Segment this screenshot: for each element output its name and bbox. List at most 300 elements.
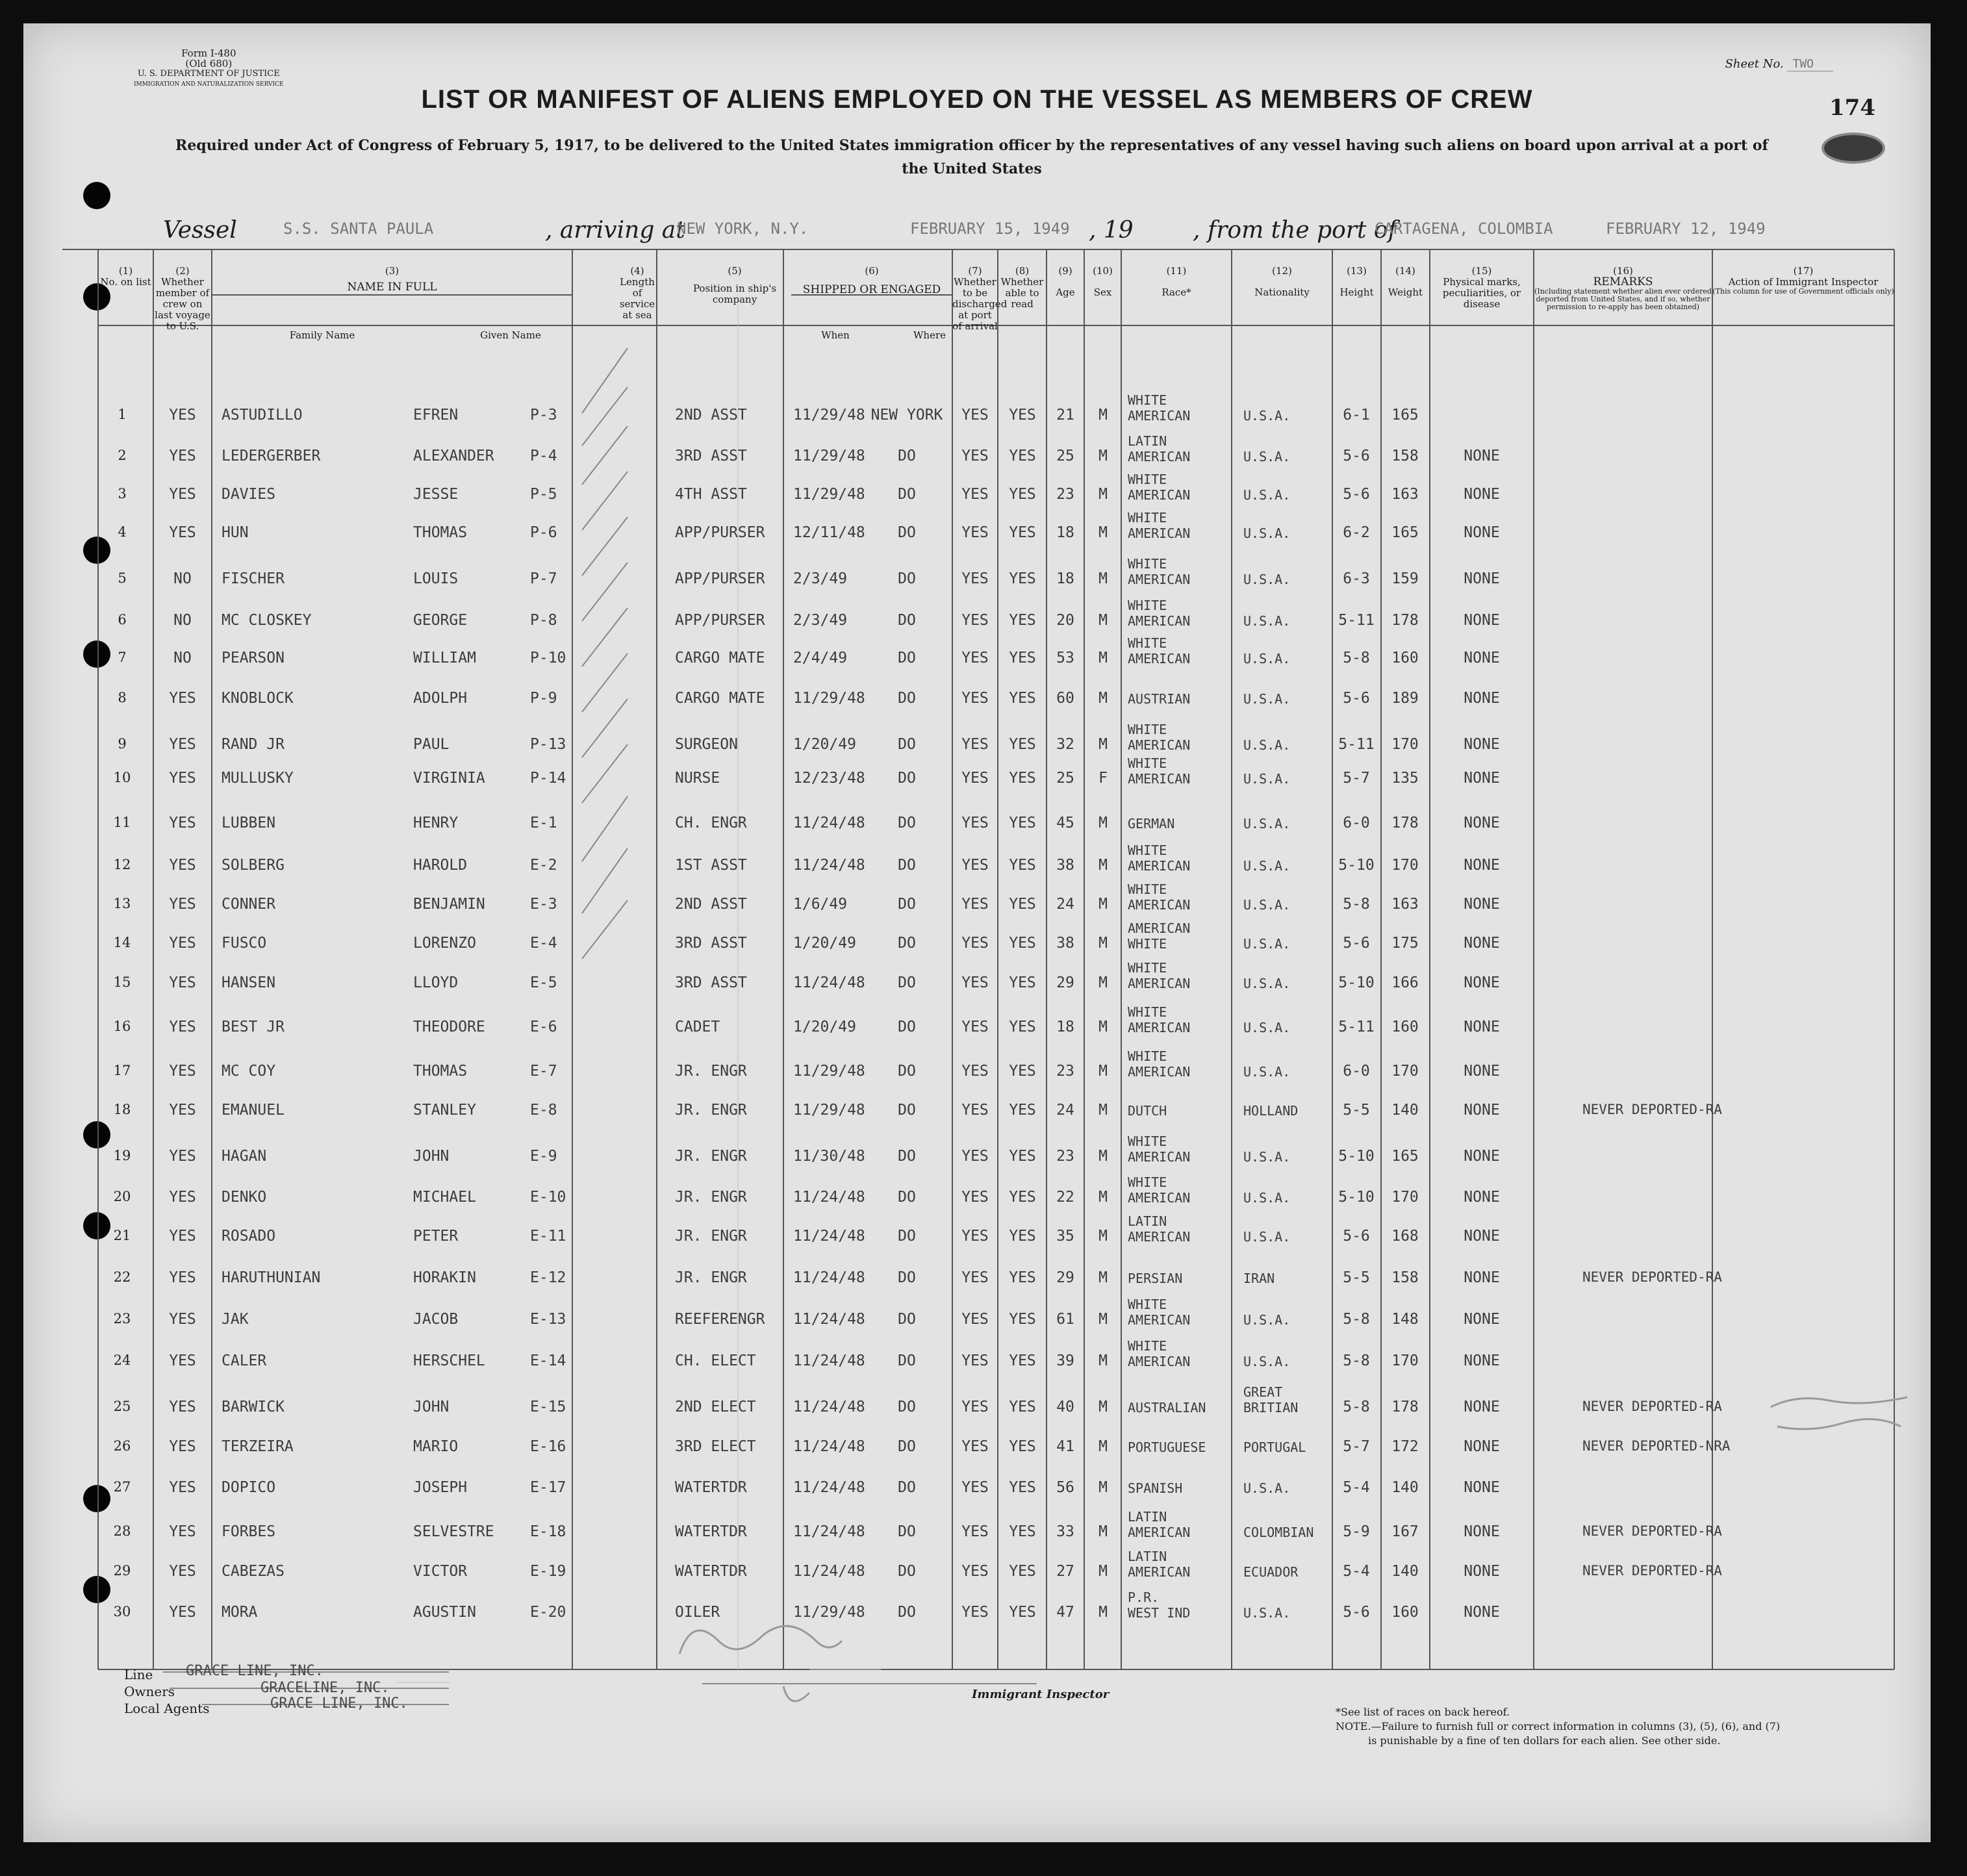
engaged-place: NEW YORK — [870, 407, 943, 424]
height: 5-10 — [1338, 857, 1375, 874]
position: 2ND ELECT — [675, 1399, 756, 1415]
physical-marks: NONE — [1464, 650, 1500, 666]
physical-marks: NONE — [1464, 1352, 1500, 1369]
race-line-1: AMERICAN — [1128, 920, 1191, 936]
crew-code: P-10 — [530, 650, 566, 666]
race — [1128, 1213, 1190, 1245]
able-to-read: YES — [1009, 1189, 1036, 1206]
race-line-1: LATIN — [1128, 433, 1167, 449]
remarks: NEVER DEPORTED-RA — [1582, 1523, 1722, 1539]
engaged-place: DO — [898, 1479, 916, 1496]
race — [1128, 676, 1190, 707]
physical-marks: NONE — [1464, 612, 1500, 629]
race-line-2: AMERICAN — [1128, 526, 1191, 541]
row-number: 3 — [118, 486, 127, 501]
row-number: 15 — [113, 974, 131, 990]
engaged-place: DO — [898, 690, 916, 707]
previous-voyage: YES — [169, 1563, 196, 1580]
race-line-1: WHITE — [1128, 1174, 1167, 1190]
previous-voyage: YES — [169, 1189, 196, 1206]
physical-marks: NONE — [1464, 896, 1500, 913]
engaged-date: 11/29/48 — [793, 486, 865, 503]
race — [1128, 1087, 1167, 1119]
age: 25 — [1056, 448, 1074, 464]
family-name: MC CLOSKEY — [222, 612, 312, 629]
row-number: 12 — [113, 857, 131, 872]
nationality-line-2: U.S.A. — [1243, 737, 1291, 753]
nationality-line-2: U.S.A. — [1243, 771, 1291, 787]
race-line-2: AMERICAN — [1128, 449, 1191, 464]
to-be-discharged: YES — [961, 570, 989, 587]
engaged-date: 1/20/49 — [793, 935, 856, 952]
position: APP/PURSER — [675, 524, 765, 541]
nationality-line-1 — [1243, 881, 1290, 897]
nationality-line-2: IRAN — [1243, 1271, 1275, 1286]
col-header-read — [998, 266, 1047, 310]
owners-value: GRACELINE, INC. — [260, 1680, 390, 1696]
weight: 140 — [1391, 1479, 1419, 1496]
nationality — [1243, 843, 1290, 874]
family-name: PEARSON — [222, 650, 285, 666]
nationality — [1243, 1338, 1290, 1369]
inspector-signature-label: Immigrant Inspector — [972, 1688, 1110, 1701]
able-to-read: YES — [1009, 1063, 1036, 1080]
crew-code: E-15 — [530, 1399, 566, 1415]
age: 18 — [1056, 570, 1074, 587]
engaged-date: 11/24/48 — [793, 1438, 865, 1455]
height: 5-8 — [1343, 1311, 1370, 1328]
nationality-line-2: U.S.A. — [1243, 691, 1291, 707]
crew-code: E-7 — [530, 1063, 557, 1080]
nationality-line-2: ECUADOR — [1243, 1564, 1299, 1580]
race-line-2: AUSTRIAN — [1128, 691, 1191, 707]
nationality-line-2: U.S.A. — [1243, 897, 1291, 913]
race — [1128, 843, 1190, 874]
weight: 140 — [1391, 1102, 1419, 1119]
row-number: 27 — [113, 1479, 131, 1495]
race-line-2: AMERICAN — [1128, 771, 1191, 787]
position: JR. ENGR — [675, 1063, 747, 1080]
col-number: (2) — [175, 265, 190, 277]
to-be-discharged: YES — [961, 407, 989, 424]
able-to-read: YES — [1009, 736, 1036, 753]
position: JR. ENGR — [675, 1228, 747, 1245]
engaged-date: 2/4/49 — [793, 650, 848, 666]
nationality-line-2: U.S.A. — [1243, 1354, 1291, 1369]
family-name: EMANUEL — [222, 1102, 285, 1119]
race — [1128, 920, 1190, 952]
remarks: NEVER DEPORTED-RA — [1582, 1563, 1722, 1578]
able-to-read: YES — [1009, 570, 1036, 587]
sex: M — [1098, 1063, 1108, 1080]
physical-marks: NONE — [1464, 935, 1500, 952]
departure-date: FEBRUARY 12, 1949 — [1606, 220, 1766, 238]
to-be-discharged: YES — [961, 815, 989, 831]
engaged-date: 11/24/48 — [793, 1399, 865, 1415]
race-line-1: WHITE — [1128, 556, 1167, 572]
physical-marks: NONE — [1464, 736, 1500, 753]
given-name: ALEXANDER — [413, 448, 494, 464]
physical-marks: NONE — [1464, 1269, 1500, 1286]
age: 24 — [1056, 1102, 1074, 1119]
race — [1128, 1174, 1190, 1206]
race-line-1: WHITE — [1128, 960, 1167, 976]
position: REEFERENGR — [675, 1311, 765, 1328]
to-be-discharged: YES — [961, 612, 989, 629]
race-line-2: AMERICAN — [1128, 1312, 1191, 1328]
nationality-line-2: U.S.A. — [1243, 1064, 1291, 1080]
able-to-read: YES — [1009, 1438, 1036, 1455]
age: 53 — [1056, 650, 1074, 666]
to-be-discharged: YES — [961, 1102, 989, 1119]
col-header-age — [1047, 266, 1084, 298]
engaged-date: 12/23/48 — [793, 770, 865, 787]
given-name: PAUL — [413, 736, 450, 753]
able-to-read: YES — [1009, 1311, 1036, 1328]
nationality-line-1 — [1243, 1174, 1290, 1190]
physical-marks: NONE — [1464, 1523, 1500, 1540]
weight: 158 — [1391, 448, 1419, 464]
height: 6-0 — [1343, 1063, 1370, 1080]
weight: 140 — [1391, 1563, 1419, 1580]
able-to-read: YES — [1009, 1399, 1036, 1415]
nationality-line-2: U.S.A. — [1243, 1149, 1291, 1165]
physical-marks: NONE — [1464, 974, 1500, 991]
engaged-place: DO — [898, 524, 916, 541]
nationality — [1243, 635, 1290, 666]
nationality — [1243, 1590, 1290, 1621]
family-name: KNOBLOCK — [222, 690, 294, 707]
race-line-1: WHITE — [1128, 392, 1167, 408]
sex: M — [1098, 612, 1108, 629]
sex: M — [1098, 1523, 1108, 1540]
weight: 165 — [1391, 1148, 1419, 1165]
crew-code: E-8 — [530, 1102, 557, 1119]
nationality-line-2: U.S.A. — [1243, 1229, 1291, 1245]
race-line-2: AMERICAN — [1128, 408, 1191, 424]
crew-code: E-16 — [530, 1438, 566, 1455]
position: APP/PURSER — [675, 612, 765, 629]
race — [1128, 1297, 1190, 1328]
row-number: 14 — [113, 935, 131, 950]
crew-code: E-2 — [530, 857, 557, 874]
position: WATERTDR — [675, 1523, 747, 1540]
crew-code: E-19 — [530, 1563, 566, 1580]
weight: 160 — [1391, 1604, 1419, 1621]
previous-voyage: YES — [169, 448, 196, 464]
nationality-line-2: BRITIAN — [1243, 1400, 1299, 1415]
weight: 178 — [1391, 815, 1419, 831]
given-name: EFREN — [413, 407, 459, 424]
to-be-discharged: YES — [961, 1604, 989, 1621]
age: 33 — [1056, 1523, 1074, 1540]
position: 4TH ASST — [675, 486, 747, 503]
nationality — [1243, 1004, 1290, 1035]
col-number: (17) — [1793, 265, 1814, 277]
nationality — [1243, 1174, 1290, 1206]
nationality-line-2: U.S.A. — [1243, 936, 1291, 952]
engaged-date: 11/24/48 — [793, 1269, 865, 1286]
nationality-line-1: GREAT — [1243, 1384, 1283, 1400]
physical-marks: NONE — [1464, 1563, 1500, 1580]
height: 5-4 — [1343, 1563, 1370, 1580]
col-subheader-family: Family Name — [289, 329, 355, 341]
family-name: DAVIES — [222, 486, 276, 503]
row-number: 5 — [118, 570, 127, 586]
race-line-2: WHITE — [1128, 936, 1167, 952]
race — [1128, 960, 1190, 991]
col-number: (4) — [630, 265, 644, 277]
race — [1128, 1134, 1190, 1165]
sex: M — [1098, 1311, 1108, 1328]
age: 27 — [1056, 1563, 1074, 1580]
col-title: Whether to be discharged at port of arrival — [952, 276, 1008, 332]
able-to-read: YES — [1009, 486, 1036, 503]
race-line-1: WHITE — [1128, 843, 1167, 858]
remarks: NEVER DEPORTED-RA — [1582, 1399, 1722, 1414]
family-name: JAK — [222, 1311, 249, 1328]
race-line-2: AMERICAN — [1128, 1229, 1191, 1245]
previous-voyage: YES — [169, 770, 196, 787]
col-header-list-no — [98, 266, 153, 288]
previous-voyage: YES — [169, 1019, 196, 1035]
form-number: Form I-480 — [181, 47, 236, 59]
able-to-read: YES — [1009, 1228, 1036, 1245]
able-to-read: YES — [1009, 815, 1036, 831]
row-number: 23 — [113, 1311, 131, 1326]
previous-voyage: YES — [169, 815, 196, 831]
physical-marks: NONE — [1464, 524, 1500, 541]
given-name: AGUSTIN — [413, 1604, 476, 1621]
given-name: HERSCHEL — [413, 1352, 485, 1369]
race-line-1: WHITE — [1128, 1134, 1167, 1149]
given-name: THOMAS — [413, 524, 468, 541]
sex: M — [1098, 736, 1108, 753]
nationality-line-2: U.S.A. — [1243, 651, 1291, 666]
arrival-port: NEW YORK, N.Y. — [677, 220, 809, 238]
engaged-date: 11/24/48 — [793, 1228, 865, 1245]
crew-code: P-8 — [530, 612, 557, 629]
engaged-place: DO — [898, 1102, 916, 1119]
race — [1128, 1255, 1182, 1286]
age: 25 — [1056, 770, 1074, 787]
given-name: WILLIAM — [413, 650, 476, 666]
family-name: MULLUSKY — [222, 770, 294, 787]
col-number: (9) — [1058, 265, 1072, 277]
race — [1128, 1004, 1190, 1035]
weight: 158 — [1391, 1269, 1419, 1286]
weight: 167 — [1391, 1523, 1419, 1540]
engaged-place: DO — [898, 896, 916, 913]
nationality-line-2: U.S.A. — [1243, 1312, 1291, 1328]
position: JR. ENGR — [675, 1148, 747, 1165]
sex: M — [1098, 407, 1108, 424]
height: 6-2 — [1343, 524, 1370, 541]
nationality-line-2: COLOMBIAN — [1243, 1525, 1314, 1540]
nationality — [1243, 1384, 1298, 1415]
race-line-1: LATIN — [1128, 1213, 1167, 1229]
col-title: SHIPPED OR ENGAGED — [802, 283, 941, 296]
engaged-date: 11/24/48 — [793, 1352, 865, 1369]
previous-voyage: NO — [173, 650, 192, 666]
vessel-label: Vessel — [163, 217, 237, 244]
height: 5-11 — [1338, 736, 1375, 753]
physical-marks: NONE — [1464, 1228, 1500, 1245]
col-header-race — [1121, 266, 1232, 298]
position: 3RD ELECT — [675, 1438, 756, 1455]
sex: M — [1098, 486, 1108, 503]
position: CADET — [675, 1019, 720, 1035]
to-be-discharged: YES — [961, 1563, 989, 1580]
footer-note — [1336, 1705, 1780, 1748]
race-line-1: WHITE — [1128, 1338, 1167, 1354]
engaged-place: DO — [898, 1604, 916, 1621]
col-title: Physical marks, peculiarities, or disease — [1442, 276, 1521, 310]
remarks: NEVER DEPORTED-NRA — [1582, 1438, 1731, 1454]
height: 5-6 — [1343, 935, 1370, 952]
able-to-read: YES — [1009, 935, 1036, 952]
position: JR. ENGR — [675, 1189, 747, 1206]
crew-code: P-6 — [530, 524, 557, 541]
able-to-read: YES — [1009, 1479, 1036, 1496]
col-number: (11) — [1166, 265, 1187, 277]
race-line-2: AMERICAN — [1128, 1020, 1191, 1035]
age: 22 — [1056, 1189, 1074, 1206]
engaged-date: 11/29/48 — [793, 448, 865, 464]
age: 23 — [1056, 1148, 1074, 1165]
able-to-read: YES — [1009, 650, 1036, 666]
to-be-discharged: YES — [961, 1311, 989, 1328]
height: 5-10 — [1338, 1189, 1375, 1206]
crew-code: P-7 — [530, 570, 557, 587]
to-be-discharged: YES — [961, 1479, 989, 1496]
nationality — [1243, 676, 1290, 707]
race-line-1 — [1128, 676, 1190, 691]
sex: M — [1098, 1019, 1108, 1035]
family-name: FUSCO — [222, 935, 267, 952]
race-line-1: LATIN — [1128, 1549, 1167, 1564]
race-line-2: AMERICAN — [1128, 1064, 1191, 1080]
nationality-line-1 — [1243, 472, 1290, 487]
nationality-line-1 — [1243, 635, 1290, 651]
race-line-2: GERMAN — [1128, 816, 1175, 831]
sex: M — [1098, 1479, 1108, 1496]
race-line-1: WHITE — [1128, 881, 1167, 897]
race-line-2: AMERICAN — [1128, 976, 1191, 991]
race-line-2: AMERICAN — [1128, 1354, 1191, 1369]
sex: M — [1098, 650, 1108, 666]
height: 6-3 — [1343, 570, 1370, 587]
col-header-remarks — [1534, 266, 1712, 311]
age: 40 — [1056, 1399, 1074, 1415]
vessel-name: S.S. SANTA PAULA — [283, 220, 434, 238]
remarks: NEVER DEPORTED-RA — [1582, 1269, 1722, 1285]
race-line-1: WHITE — [1128, 755, 1167, 771]
family-name: BARWICK — [222, 1399, 285, 1415]
row-number: 24 — [113, 1352, 131, 1368]
to-be-discharged: YES — [961, 486, 989, 503]
family-name: MORA — [222, 1604, 258, 1621]
age: 24 — [1056, 896, 1074, 913]
crew-code: E-18 — [530, 1523, 566, 1540]
race-line-2: AMERICAN — [1128, 1564, 1191, 1580]
race — [1128, 755, 1190, 787]
position: NURSE — [675, 770, 720, 787]
previous-voyage: YES — [169, 1523, 196, 1540]
given-name: MICHAEL — [413, 1189, 476, 1206]
previous-voyage: YES — [169, 896, 196, 913]
engaged-place: DO — [898, 1228, 916, 1245]
row-number: 22 — [113, 1269, 131, 1285]
family-name: CABEZAS — [222, 1563, 285, 1580]
position: APP/PURSER — [675, 570, 765, 587]
age: 35 — [1056, 1228, 1074, 1245]
height: 5-8 — [1343, 1399, 1370, 1415]
row-number: 29 — [113, 1563, 131, 1578]
family-name: FORBES — [222, 1523, 276, 1540]
crew-code: E-4 — [530, 935, 557, 952]
height: 5-8 — [1343, 650, 1370, 666]
row-number: 21 — [113, 1228, 131, 1243]
height: 5-6 — [1343, 690, 1370, 707]
engaged-date: 11/24/48 — [793, 1523, 865, 1540]
age: 20 — [1056, 612, 1074, 629]
col-subheader-given: Given Name — [480, 329, 541, 341]
nationality-line-1 — [1243, 920, 1290, 936]
given-name: JOHN — [413, 1399, 450, 1415]
position: 1ST ASST — [675, 857, 747, 874]
weight: 175 — [1391, 935, 1419, 952]
engaged-date: 11/24/48 — [793, 1189, 865, 1206]
engaged-place: DO — [898, 935, 916, 952]
age: 18 — [1056, 1019, 1074, 1035]
height: 5-7 — [1343, 1438, 1370, 1455]
nationality — [1243, 881, 1290, 913]
sex: M — [1098, 1189, 1108, 1206]
nationality — [1243, 392, 1290, 424]
sex: M — [1098, 1228, 1108, 1245]
nationality — [1243, 1465, 1290, 1496]
able-to-read: YES — [1009, 1019, 1036, 1035]
col-number: (10) — [1093, 265, 1113, 277]
physical-marks: NONE — [1464, 1148, 1500, 1165]
family-name: RAND JR — [222, 736, 285, 753]
race-line-1: WHITE — [1128, 722, 1167, 737]
row-number: 25 — [113, 1399, 131, 1414]
sex: M — [1098, 1438, 1108, 1455]
previous-voyage: YES — [169, 1479, 196, 1496]
race — [1128, 881, 1190, 913]
crew-code: E-17 — [530, 1479, 566, 1496]
height: 5-5 — [1343, 1269, 1370, 1286]
engaged-date: 1/20/49 — [793, 736, 856, 753]
height: 5-6 — [1343, 1228, 1370, 1245]
remarks: NEVER DEPORTED-RA — [1582, 1102, 1722, 1117]
to-be-discharged: YES — [961, 896, 989, 913]
race-line-1: LATIN — [1128, 1509, 1167, 1525]
sex: M — [1098, 570, 1108, 587]
nationality-line-1 — [1243, 1509, 1313, 1525]
physical-marks: NONE — [1464, 1102, 1500, 1119]
row-number: 11 — [113, 815, 131, 830]
weight: 148 — [1391, 1311, 1419, 1328]
nationality — [1243, 556, 1290, 587]
given-name: MARIO — [413, 1438, 459, 1455]
physical-marks: NONE — [1464, 1604, 1500, 1621]
height: 6-0 — [1343, 815, 1370, 831]
col-number: (15) — [1471, 265, 1492, 277]
able-to-read: YES — [1009, 448, 1036, 464]
